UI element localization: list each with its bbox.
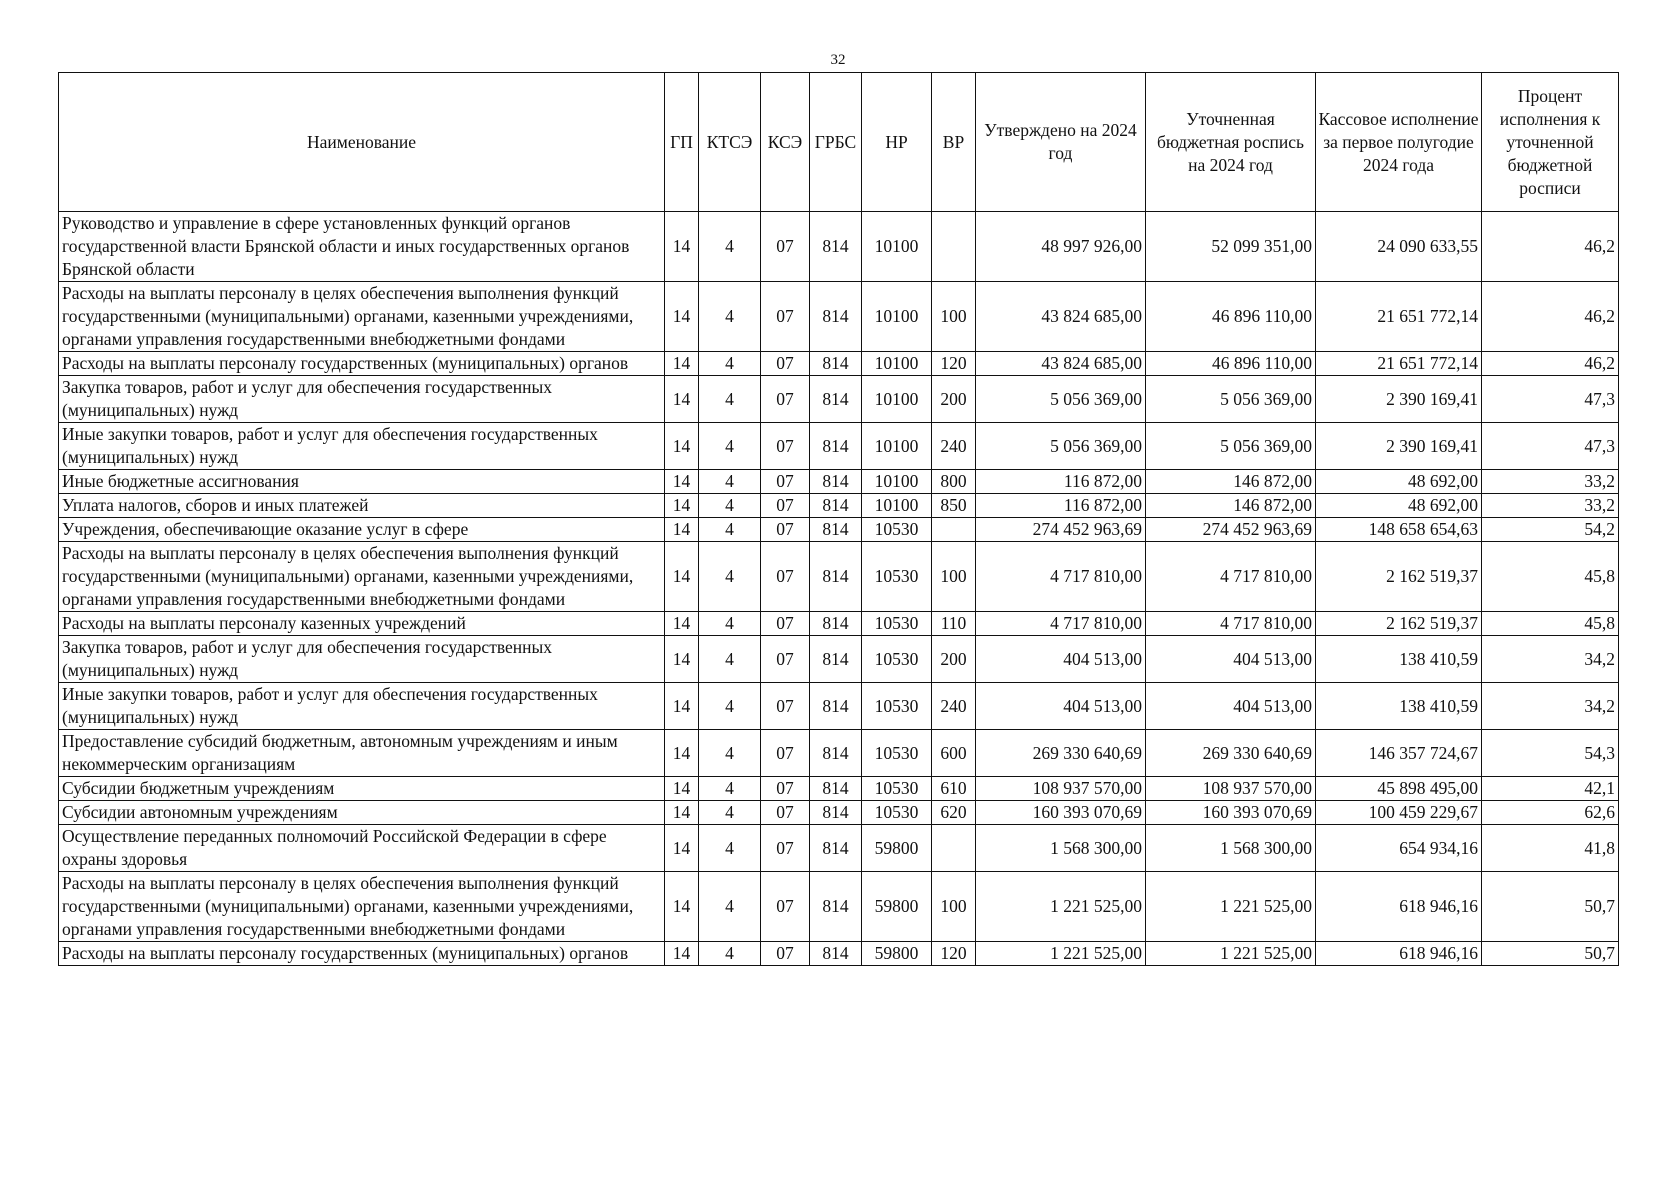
cell-nr: 59800 bbox=[862, 825, 932, 872]
cell-nr: 59800 bbox=[862, 942, 932, 966]
cell-gp: 14 bbox=[665, 282, 699, 352]
cell-kse: 07 bbox=[761, 212, 810, 282]
table-row bbox=[59, 825, 1619, 872]
cell-refined: 274 452 963,69 bbox=[1146, 518, 1316, 542]
cell-percent: 50,7 bbox=[1482, 942, 1619, 966]
cell-kse: 07 bbox=[761, 542, 810, 612]
cell-nr: 10530 bbox=[862, 777, 932, 801]
cell-percent: 47,3 bbox=[1482, 423, 1619, 470]
cell-vr bbox=[932, 212, 976, 282]
cell-grbs: 814 bbox=[810, 612, 862, 636]
cell-vr: 610 bbox=[932, 777, 976, 801]
cell-ktse: 4 bbox=[699, 777, 761, 801]
cell-vr: 100 bbox=[932, 282, 976, 352]
cell-gp: 14 bbox=[665, 518, 699, 542]
cell-nr: 10100 bbox=[862, 282, 932, 352]
cell-ktse: 4 bbox=[699, 423, 761, 470]
cell-gp: 14 bbox=[665, 612, 699, 636]
cell-percent: 33,2 bbox=[1482, 494, 1619, 518]
cell-name: Осуществление переданных полномочий Российской Федерации в сфере охраны здоровья bbox=[59, 825, 665, 872]
header-gp: ГП bbox=[665, 73, 699, 212]
cell-executed: 138 410,59 bbox=[1316, 636, 1482, 683]
cell-refined: 5 056 369,00 bbox=[1146, 376, 1316, 423]
cell-refined: 404 513,00 bbox=[1146, 636, 1316, 683]
cell-executed: 21 651 772,14 bbox=[1316, 352, 1482, 376]
cell-executed: 148 658 654,63 bbox=[1316, 518, 1482, 542]
table-row bbox=[59, 777, 1619, 801]
cell-vr: 620 bbox=[932, 801, 976, 825]
cell-percent: 34,2 bbox=[1482, 683, 1619, 730]
cell-executed: 48 692,00 bbox=[1316, 470, 1482, 494]
header-nr: НР bbox=[862, 73, 932, 212]
cell-executed: 2 390 169,41 bbox=[1316, 376, 1482, 423]
cell-grbs: 814 bbox=[810, 376, 862, 423]
table-body bbox=[59, 212, 1619, 966]
cell-executed: 654 934,16 bbox=[1316, 825, 1482, 872]
cell-kse: 07 bbox=[761, 423, 810, 470]
cell-grbs: 814 bbox=[810, 470, 862, 494]
header-name: Наименование bbox=[59, 73, 665, 212]
cell-ktse: 4 bbox=[699, 942, 761, 966]
cell-ktse: 4 bbox=[699, 636, 761, 683]
table-row bbox=[59, 494, 1619, 518]
cell-executed: 21 651 772,14 bbox=[1316, 282, 1482, 352]
cell-kse: 07 bbox=[761, 683, 810, 730]
cell-executed: 2 390 169,41 bbox=[1316, 423, 1482, 470]
cell-vr: 600 bbox=[932, 730, 976, 777]
cell-gp: 14 bbox=[665, 636, 699, 683]
cell-ktse: 4 bbox=[699, 730, 761, 777]
cell-name: Иные закупки товаров, работ и услуг для обеспечения государственных (муниципальных) нужд bbox=[59, 683, 665, 730]
cell-name: Субсидии бюджетным учреждениям bbox=[59, 777, 665, 801]
table-row bbox=[59, 518, 1619, 542]
cell-kse: 07 bbox=[761, 518, 810, 542]
cell-name: Уплата налогов, сборов и иных платежей bbox=[59, 494, 665, 518]
cell-vr: 240 bbox=[932, 683, 976, 730]
cell-refined: 404 513,00 bbox=[1146, 683, 1316, 730]
cell-refined: 1 221 525,00 bbox=[1146, 942, 1316, 966]
table-header-row bbox=[59, 73, 1619, 212]
cell-nr: 10530 bbox=[862, 542, 932, 612]
cell-executed: 48 692,00 bbox=[1316, 494, 1482, 518]
cell-refined: 4 717 810,00 bbox=[1146, 612, 1316, 636]
cell-name: Расходы на выплаты персоналу государственных (муниципальных) органов bbox=[59, 942, 665, 966]
cell-nr: 10530 bbox=[862, 636, 932, 683]
cell-refined: 52 099 351,00 bbox=[1146, 212, 1316, 282]
cell-refined: 146 872,00 bbox=[1146, 470, 1316, 494]
cell-name: Субсидии автономным учреждениям bbox=[59, 801, 665, 825]
cell-executed: 146 357 724,67 bbox=[1316, 730, 1482, 777]
cell-ktse: 4 bbox=[699, 801, 761, 825]
cell-kse: 07 bbox=[761, 777, 810, 801]
cell-approved: 48 997 926,00 bbox=[976, 212, 1146, 282]
cell-nr: 10100 bbox=[862, 212, 932, 282]
cell-ktse: 4 bbox=[699, 212, 761, 282]
table-row bbox=[59, 730, 1619, 777]
cell-grbs: 814 bbox=[810, 825, 862, 872]
cell-gp: 14 bbox=[665, 872, 699, 942]
cell-name: Предоставление субсидий бюджетным, автономным учреждениям и иным некоммерческим организациям bbox=[59, 730, 665, 777]
cell-vr: 110 bbox=[932, 612, 976, 636]
cell-gp: 14 bbox=[665, 212, 699, 282]
header-kse: КСЭ bbox=[761, 73, 810, 212]
table-row bbox=[59, 282, 1619, 352]
cell-kse: 07 bbox=[761, 352, 810, 376]
cell-grbs: 814 bbox=[810, 730, 862, 777]
cell-approved: 1 221 525,00 bbox=[976, 872, 1146, 942]
cell-name: Расходы на выплаты персоналу казенных учреждений bbox=[59, 612, 665, 636]
table-row bbox=[59, 636, 1619, 683]
cell-ktse: 4 bbox=[699, 376, 761, 423]
cell-gp: 14 bbox=[665, 470, 699, 494]
header-refined: Уточненная бюджетная роспись на 2024 год bbox=[1146, 73, 1316, 212]
cell-executed: 138 410,59 bbox=[1316, 683, 1482, 730]
cell-kse: 07 bbox=[761, 612, 810, 636]
cell-grbs: 814 bbox=[810, 801, 862, 825]
cell-gp: 14 bbox=[665, 542, 699, 612]
cell-executed: 24 090 633,55 bbox=[1316, 212, 1482, 282]
table-row bbox=[59, 542, 1619, 612]
cell-nr: 10100 bbox=[862, 470, 932, 494]
cell-refined: 146 872,00 bbox=[1146, 494, 1316, 518]
cell-nr: 10530 bbox=[862, 612, 932, 636]
cell-gp: 14 bbox=[665, 825, 699, 872]
cell-nr: 10530 bbox=[862, 683, 932, 730]
cell-kse: 07 bbox=[761, 730, 810, 777]
cell-gp: 14 bbox=[665, 777, 699, 801]
cell-grbs: 814 bbox=[810, 942, 862, 966]
cell-name: Закупка товаров, работ и услуг для обеспечения государственных (муниципальных) нужд bbox=[59, 636, 665, 683]
cell-name: Расходы на выплаты персоналу в целях обеспечения выполнения функций государственными (муниципальными) органами, казенными учреждениями, органами управления государственными внебюджетными фондами bbox=[59, 542, 665, 612]
table-row bbox=[59, 683, 1619, 730]
cell-percent: 62,6 bbox=[1482, 801, 1619, 825]
cell-percent: 46,2 bbox=[1482, 212, 1619, 282]
cell-gp: 14 bbox=[665, 801, 699, 825]
header-ktse: КТСЭ bbox=[699, 73, 761, 212]
table-row bbox=[59, 352, 1619, 376]
cell-percent: 46,2 bbox=[1482, 282, 1619, 352]
cell-approved: 404 513,00 bbox=[976, 683, 1146, 730]
cell-vr: 200 bbox=[932, 376, 976, 423]
table-row bbox=[59, 376, 1619, 423]
cell-ktse: 4 bbox=[699, 282, 761, 352]
cell-nr: 10100 bbox=[862, 494, 932, 518]
cell-executed: 2 162 519,37 bbox=[1316, 612, 1482, 636]
cell-grbs: 814 bbox=[810, 212, 862, 282]
cell-refined: 1 221 525,00 bbox=[1146, 872, 1316, 942]
cell-nr: 10100 bbox=[862, 423, 932, 470]
cell-ktse: 4 bbox=[699, 683, 761, 730]
cell-vr: 100 bbox=[932, 542, 976, 612]
cell-kse: 07 bbox=[761, 470, 810, 494]
cell-gp: 14 bbox=[665, 423, 699, 470]
cell-refined: 1 568 300,00 bbox=[1146, 825, 1316, 872]
cell-nr: 10530 bbox=[862, 801, 932, 825]
cell-approved: 43 824 685,00 bbox=[976, 282, 1146, 352]
table-row bbox=[59, 470, 1619, 494]
cell-percent: 54,2 bbox=[1482, 518, 1619, 542]
cell-percent: 45,8 bbox=[1482, 542, 1619, 612]
cell-approved: 1 568 300,00 bbox=[976, 825, 1146, 872]
cell-approved: 404 513,00 bbox=[976, 636, 1146, 683]
cell-kse: 07 bbox=[761, 825, 810, 872]
cell-grbs: 814 bbox=[810, 352, 862, 376]
cell-refined: 160 393 070,69 bbox=[1146, 801, 1316, 825]
cell-gp: 14 bbox=[665, 352, 699, 376]
cell-vr bbox=[932, 825, 976, 872]
cell-grbs: 814 bbox=[810, 636, 862, 683]
cell-nr: 10100 bbox=[862, 352, 932, 376]
cell-refined: 46 896 110,00 bbox=[1146, 352, 1316, 376]
table-row bbox=[59, 801, 1619, 825]
cell-approved: 108 937 570,00 bbox=[976, 777, 1146, 801]
cell-ktse: 4 bbox=[699, 470, 761, 494]
cell-name: Расходы на выплаты персоналу в целях обеспечения выполнения функций государственными (муниципальными) органами, казенными учреждениями, органами управления государственными внебюджетными фондами bbox=[59, 872, 665, 942]
cell-grbs: 814 bbox=[810, 518, 862, 542]
cell-grbs: 814 bbox=[810, 683, 862, 730]
cell-gp: 14 bbox=[665, 942, 699, 966]
cell-nr: 10530 bbox=[862, 730, 932, 777]
cell-vr: 120 bbox=[932, 942, 976, 966]
cell-approved: 116 872,00 bbox=[976, 470, 1146, 494]
table-row bbox=[59, 942, 1619, 966]
cell-gp: 14 bbox=[665, 376, 699, 423]
cell-gp: 14 bbox=[665, 494, 699, 518]
header-approved: Утверждено на 2024 год bbox=[976, 73, 1146, 212]
cell-kse: 07 bbox=[761, 376, 810, 423]
cell-ktse: 4 bbox=[699, 494, 761, 518]
cell-approved: 5 056 369,00 bbox=[976, 376, 1146, 423]
cell-name: Расходы на выплаты персоналу государственных (муниципальных) органов bbox=[59, 352, 665, 376]
header-vr: ВР bbox=[932, 73, 976, 212]
cell-percent: 45,8 bbox=[1482, 612, 1619, 636]
cell-percent: 47,3 bbox=[1482, 376, 1619, 423]
cell-kse: 07 bbox=[761, 636, 810, 683]
cell-executed: 618 946,16 bbox=[1316, 872, 1482, 942]
cell-approved: 5 056 369,00 bbox=[976, 423, 1146, 470]
cell-vr: 850 bbox=[932, 494, 976, 518]
cell-grbs: 814 bbox=[810, 423, 862, 470]
cell-name: Руководство и управление в сфере установленных функций органов государственной власти Брянской области и иных государственных органов Брянской области bbox=[59, 212, 665, 282]
cell-refined: 46 896 110,00 bbox=[1146, 282, 1316, 352]
cell-refined: 269 330 640,69 bbox=[1146, 730, 1316, 777]
cell-refined: 108 937 570,00 bbox=[1146, 777, 1316, 801]
cell-vr: 800 bbox=[932, 470, 976, 494]
cell-ktse: 4 bbox=[699, 825, 761, 872]
cell-executed: 618 946,16 bbox=[1316, 942, 1482, 966]
cell-refined: 5 056 369,00 bbox=[1146, 423, 1316, 470]
cell-approved: 116 872,00 bbox=[976, 494, 1146, 518]
cell-vr bbox=[932, 518, 976, 542]
cell-approved: 274 452 963,69 bbox=[976, 518, 1146, 542]
budget-execution-table bbox=[58, 72, 1619, 966]
cell-nr: 10530 bbox=[862, 518, 932, 542]
cell-executed: 100 459 229,67 bbox=[1316, 801, 1482, 825]
cell-approved: 1 221 525,00 bbox=[976, 942, 1146, 966]
cell-percent: 46,2 bbox=[1482, 352, 1619, 376]
cell-approved: 269 330 640,69 bbox=[976, 730, 1146, 777]
cell-gp: 14 bbox=[665, 683, 699, 730]
cell-grbs: 814 bbox=[810, 494, 862, 518]
cell-approved: 4 717 810,00 bbox=[976, 612, 1146, 636]
cell-kse: 07 bbox=[761, 801, 810, 825]
cell-grbs: 814 bbox=[810, 872, 862, 942]
cell-executed: 45 898 495,00 bbox=[1316, 777, 1482, 801]
cell-percent: 41,8 bbox=[1482, 825, 1619, 872]
table-row bbox=[59, 423, 1619, 470]
cell-percent: 34,2 bbox=[1482, 636, 1619, 683]
cell-ktse: 4 bbox=[699, 542, 761, 612]
table-row bbox=[59, 872, 1619, 942]
cell-name: Иные закупки товаров, работ и услуг для обеспечения государственных (муниципальных) нужд bbox=[59, 423, 665, 470]
cell-ktse: 4 bbox=[699, 352, 761, 376]
cell-percent: 33,2 bbox=[1482, 470, 1619, 494]
cell-grbs: 814 bbox=[810, 282, 862, 352]
table-row bbox=[59, 212, 1619, 282]
cell-kse: 07 bbox=[761, 942, 810, 966]
cell-vr: 240 bbox=[932, 423, 976, 470]
page-number: 32 bbox=[830, 52, 846, 68]
cell-ktse: 4 bbox=[699, 612, 761, 636]
cell-vr: 200 bbox=[932, 636, 976, 683]
cell-percent: 50,7 bbox=[1482, 872, 1619, 942]
table-row bbox=[59, 612, 1619, 636]
cell-nr: 59800 bbox=[862, 872, 932, 942]
cell-name: Учреждения, обеспечивающие оказание услуг в сфере bbox=[59, 518, 665, 542]
cell-approved: 160 393 070,69 bbox=[976, 801, 1146, 825]
header-grbs: ГРБС bbox=[810, 73, 862, 212]
cell-gp: 14 bbox=[665, 730, 699, 777]
cell-ktse: 4 bbox=[699, 518, 761, 542]
cell-percent: 42,1 bbox=[1482, 777, 1619, 801]
cell-ktse: 4 bbox=[699, 872, 761, 942]
cell-vr: 120 bbox=[932, 352, 976, 376]
cell-name: Расходы на выплаты персоналу в целях обеспечения выполнения функций государственными (муниципальными) органами, казенными учреждениями, органами управления государственными внебюджетными фондами bbox=[59, 282, 665, 352]
cell-grbs: 814 bbox=[810, 542, 862, 612]
cell-vr: 100 bbox=[932, 872, 976, 942]
cell-refined: 4 717 810,00 bbox=[1146, 542, 1316, 612]
header-percent: Процент исполнения к уточненной бюджетной росписи bbox=[1482, 73, 1619, 212]
cell-percent: 54,3 bbox=[1482, 730, 1619, 777]
cell-approved: 43 824 685,00 bbox=[976, 352, 1146, 376]
cell-kse: 07 bbox=[761, 494, 810, 518]
cell-name: Иные бюджетные ассигнования bbox=[59, 470, 665, 494]
cell-approved: 4 717 810,00 bbox=[976, 542, 1146, 612]
cell-kse: 07 bbox=[761, 282, 810, 352]
cell-nr: 10100 bbox=[862, 376, 932, 423]
header-executed: Кассовое исполнение за первое полугодие 2024 года bbox=[1316, 73, 1482, 212]
cell-name: Закупка товаров, работ и услуг для обеспечения государственных (муниципальных) нужд bbox=[59, 376, 665, 423]
cell-grbs: 814 bbox=[810, 777, 862, 801]
cell-executed: 2 162 519,37 bbox=[1316, 542, 1482, 612]
cell-kse: 07 bbox=[761, 872, 810, 942]
